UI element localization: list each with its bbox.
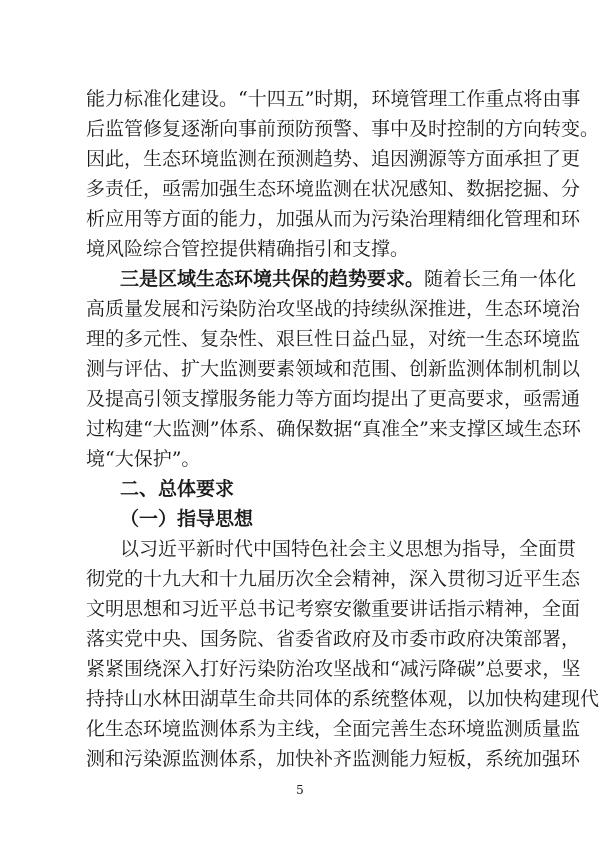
text-line: 化生态环境监测体系为主线，全面完善生态环境监测质量监 (86, 718, 581, 740)
text-line: 紧紧围绕深入打好污染防治攻坚战和“减污降碳”总要求，坚 (86, 658, 581, 680)
text-line: 落实党中央、国务院、省委省政府及市委市政府决策部署， (86, 628, 581, 650)
page-number: 5 (296, 783, 304, 797)
text-line: 后监管修复逐渐向事前预防预警、事中及时控制的方向转变。 (86, 118, 600, 140)
text-line: 三是区域生态环境共保的趋势要求。随着长三角一体化 (120, 268, 577, 290)
text-line: 多责任，亟需加强生态环境监测在状况感知、数据挖掘、分 (86, 178, 581, 200)
text-line: 高质量发展和污染防治攻坚战的持续纵深推进，生态环境治 (86, 298, 581, 320)
text-line: 测与评估、扩大监测要素领域和范围、创新监测体制机制以 (86, 358, 581, 380)
text-line: 及提高引领支撑服务能力等方面均提出了更高要求，亟需通 (86, 388, 581, 410)
text-line: 文明思想和习近平总书记考察安徽重要讲话指示精神，全面 (86, 598, 581, 620)
text-line: 测和污染源监测体系，加快补齐监测能力短板，系统加强环 (86, 748, 581, 770)
text-line: 境“大保护”。 (86, 448, 201, 470)
text-line: 以习近平新时代中国特色社会主义思想为指导，全面贯 (120, 538, 577, 560)
text-line: 过构建“大监测”体系、确保数据“真准全”来支撑区域生态环 (86, 418, 581, 440)
text-line: 彻党的十九大和十九届历次全会精神，深入贯彻习近平生态 (86, 568, 581, 590)
subsection-heading: （一）指导思想 (120, 508, 254, 530)
text-line: 理的多元性、复杂性、艰巨性日益凸显，对统一生态环境监 (86, 328, 581, 350)
text-line: 析应用等方面的能力，加强从而为污染治理精细化管理和环 (86, 208, 581, 230)
text-line: 持持山水林田湖草生命共同体的系统整体观，以加快构建现代 (86, 688, 600, 710)
text-line: 境风险综合管控提供精确指引和支撑。 (86, 238, 410, 260)
section-heading: 二、总体要求 (120, 478, 235, 500)
text-line: 因此，生态环境监测在预测趋势、追因溯源等方面承担了更 (86, 148, 581, 170)
paragraph-lead: 三是区域生态环境共保的趋势要求。 (120, 268, 425, 290)
text-line: 能力标准化建设。“十四五”时期，环境管理工作重点将由事 (86, 88, 581, 110)
